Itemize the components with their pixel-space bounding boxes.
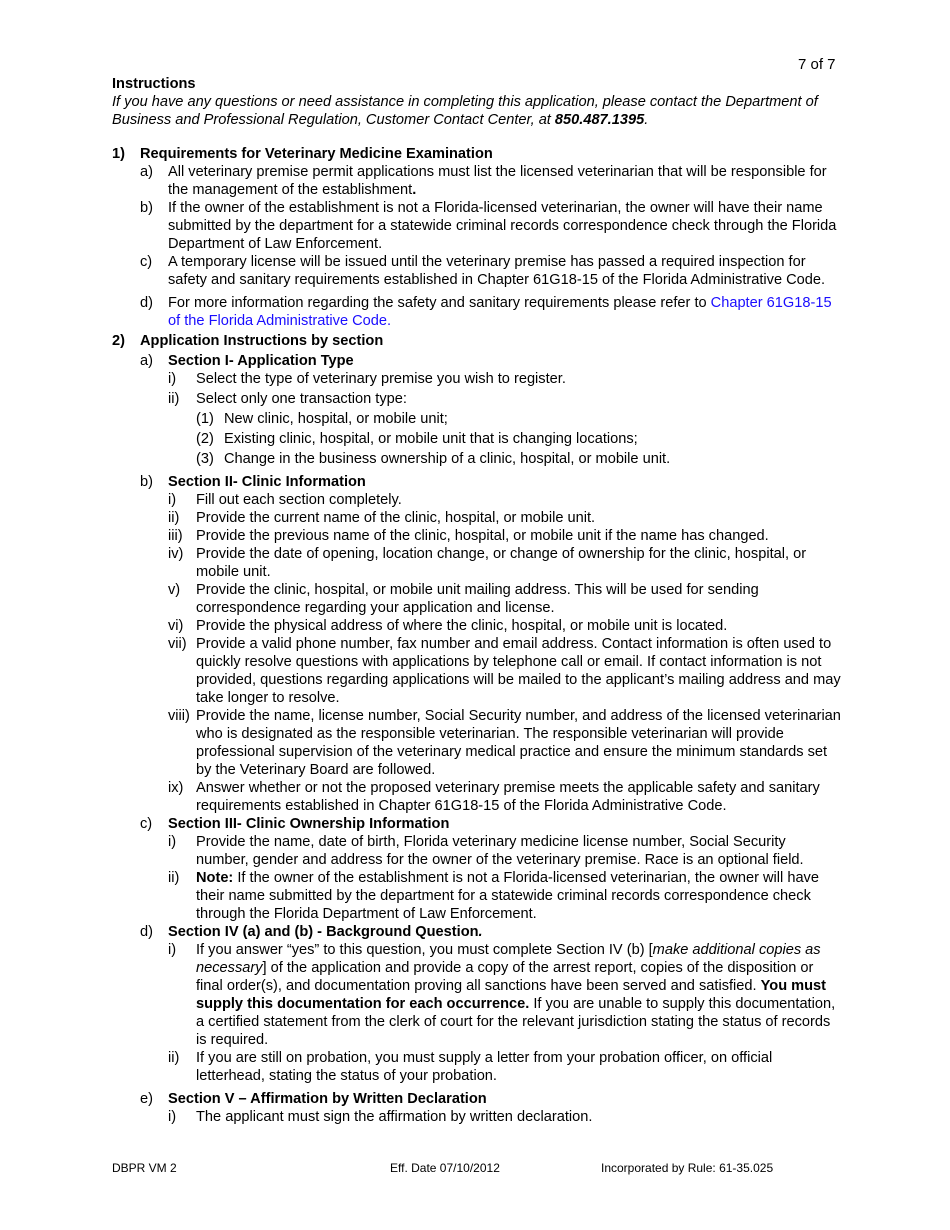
page-title: Instructions xyxy=(112,76,196,92)
list-item: ii) Select only one transaction type: xyxy=(168,391,407,407)
footer-effective-date: Eff. Date 07/10/2012 xyxy=(390,1161,500,1175)
list-item: ix) Answer whether or not the proposed veterinary premise meets the applicable safety and sanitary requirements established in Chapter 61G18-15 of the Florida Administrative Code. xyxy=(168,780,820,814)
instructions-content xyxy=(112,75,842,1126)
list-item: c) A temporary license will be issued until the veterinary premise has passed a required inspection for safety and sanitary requirements established in Chapter 61G18-15 of the Florida Administrative Code. xyxy=(140,254,826,288)
list-item: vii) Provide a valid phone number, fax number and email address. Contact information is often used to quickly resolve questions with applications by telephone call or email. If contact information is not provided, questions regarding applications will be mailed to the applicant’s mailing address and may take longer to resolve. xyxy=(168,636,841,706)
section-2-heading: 2) Application Instructions by section xyxy=(112,333,384,349)
list-item: iv) Provide the date of opening, location change, or change of ownership for the clinic, hospital, or mobile unit. xyxy=(168,546,807,580)
subsection-heading: e) Section V – Affirmation by Written Declaration xyxy=(140,1091,487,1107)
list-item: d) For more information regarding the safety and sanitary requirements please refer to Chapter 61G18-15 of the Florida Administrative Code. xyxy=(140,295,832,329)
list-item: vi) Provide the physical address of where the clinic, hospital, or mobile unit is located. xyxy=(168,618,728,634)
list-item: viii) Provide the name, license number, Social Security number, and address of the licensed veterinarian who is designated as the responsible veterinarian. The responsible veterinarian will provide professional supervision of the veterinary medical practice and ensure the minimum standards set by the Veterinary Board are followed. xyxy=(168,708,841,778)
list-item: i) The applicant must sign the affirmation by written declaration. xyxy=(168,1109,593,1125)
list-item: (3) Change in the business ownership of a clinic, hospital, or mobile unit. xyxy=(196,451,671,467)
intro-paragraph: If you have any questions or need assistance in completing this application, please contact the Department of Business and Professional Regulation, Customer Contact Center, at 850.487.1395. xyxy=(112,94,818,128)
subsection-heading: c) Section III- Clinic Ownership Information xyxy=(140,816,450,832)
list-item: (1) New clinic, hospital, or mobile unit; xyxy=(196,411,448,427)
subsection-heading: b) Section II- Clinic Information xyxy=(140,474,366,490)
subsection-heading: a) Section I- Application Type xyxy=(140,353,354,369)
list-item: i) Fill out each section completely. xyxy=(168,492,402,508)
page-number: 7 of 7 xyxy=(798,56,836,73)
list-item: ii) Note: If the owner of the establishment is not a Florida-licensed veterinarian, the owner will have their name submitted by the department for a statewide criminal records correspondence check through the Florida Department of Law Enforcement. xyxy=(168,870,819,922)
contact-phone: 850.487.1395 xyxy=(554,112,645,128)
list-item: i) If you answer “yes” to this question, you must complete Section IV (b) [make additional copies as necessary] of the application and provide a copy of the arrest report, copies of the disposition or final order(s), and documentation proving all sanctions have been served and satisfied. You must supply this documentation for each occurrence. If you are unable to supply this documentation, a certified statement from the clerk of court for the relevant jurisdiction stating the status of records is required. xyxy=(168,942,836,1048)
list-item: b) If the owner of the establishment is not a Florida-licensed veterinarian, the owner will have their name submitted by the department for a statewide criminal records correspondence check through the Florida Department of Law Enforcement. xyxy=(140,200,837,252)
list-item: (2) Existing clinic, hospital, or mobile unit that is changing locations; xyxy=(196,431,638,447)
list-item: i) Provide the name, date of birth, Florida veterinary medicine license number, Social Security number, gender and address for the owner of the veterinary premise. Race is an optional field. xyxy=(168,834,804,868)
footer-rule: Incorporated by Rule: 61-35.025 xyxy=(601,1161,774,1175)
list-item: ii) If you are still on probation, you must supply a letter from your probation officer, on official letterhead, stating the status of your probation. xyxy=(168,1050,773,1084)
section-1-heading: 1) Requirements for Veterinary Medicine Examination xyxy=(112,146,493,162)
list-item: i) Select the type of veterinary premise you wish to register. xyxy=(168,371,566,387)
list-item: a) All veterinary premise permit applications must list the licensed veterinarian that will be responsible for the management of the establishment. xyxy=(140,164,827,198)
chapter-link[interactable]: Chapter 61G18-15 of the Florida Administrative Code. xyxy=(168,295,832,329)
list-item: ii) Provide the current name of the clinic, hospital, or mobile unit. xyxy=(168,510,596,526)
list-item: iii) Provide the previous name of the clinic, hospital, or mobile unit if the name has changed. xyxy=(168,528,769,544)
subsection-heading: d) Section IV (a) and (b) - Background Question. xyxy=(140,924,483,940)
footer-form-number: DBPR VM 2 xyxy=(112,1161,177,1175)
list-item: v) Provide the clinic, hospital, or mobile unit mailing address. This will be used for sending correspondence regarding your application and license. xyxy=(168,582,759,616)
